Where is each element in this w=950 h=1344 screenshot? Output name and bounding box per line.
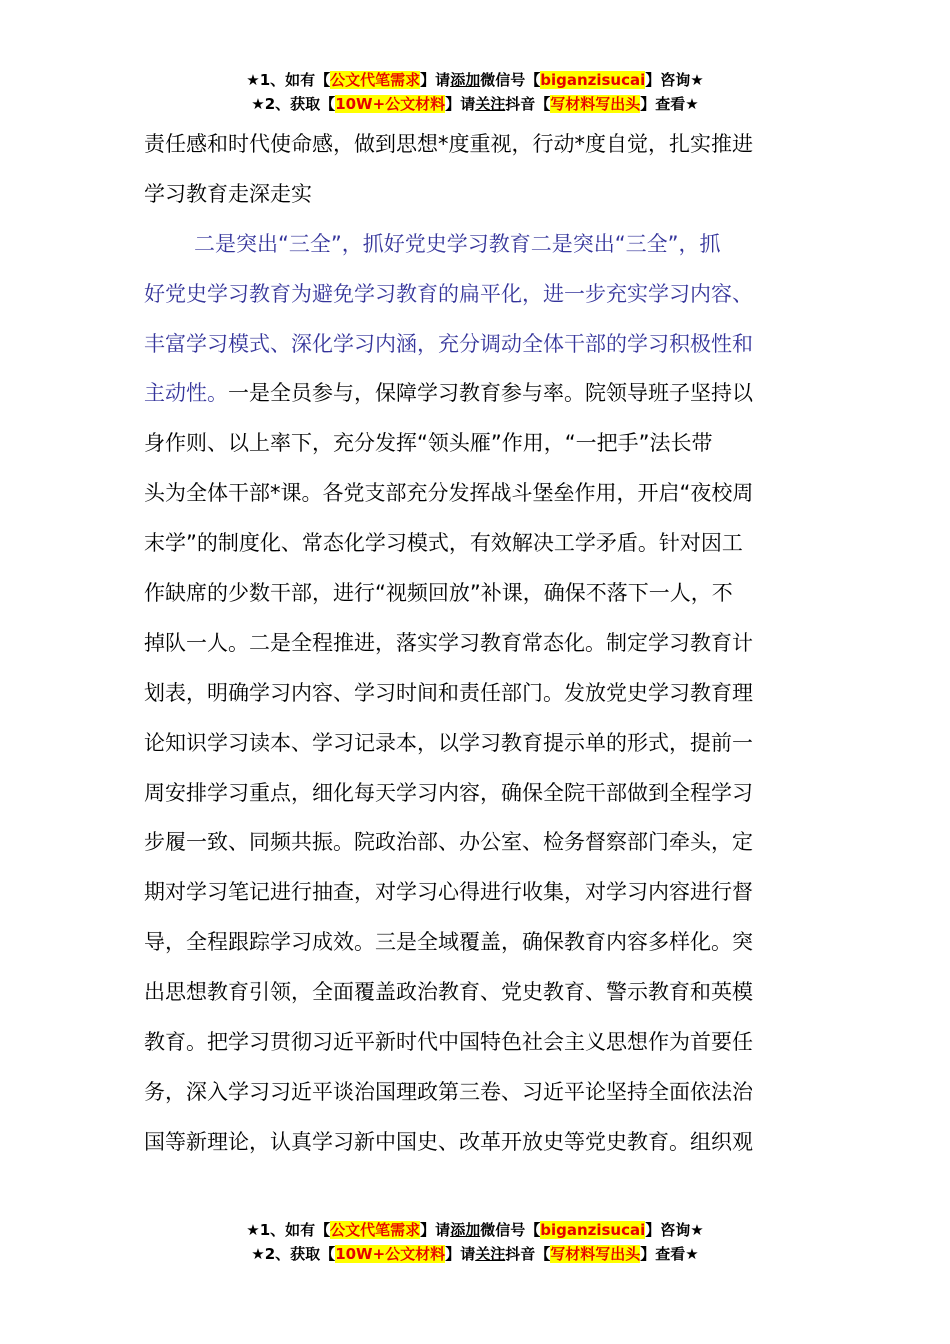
body-line: 责任感和时代使命感，做到思想*度重视，行动*度自觉，扎实推进 xyxy=(144,132,753,156)
banner-text: 】请 xyxy=(420,71,451,89)
banner-text: 】请 xyxy=(420,1221,451,1239)
body-line: 末学”的制度化、常态化学习模式，有效解决工学矛盾。针对因工 xyxy=(144,531,743,556)
highlight-douyin: 写材料写出头 xyxy=(550,95,641,113)
body-line: 身作则、以上率下，充分发挥“领头雁”作用，“一把手”法长带 xyxy=(144,431,713,456)
body-text: 一是全员参与，保障学习教育参与率。院领导班子坚持以 xyxy=(228,381,753,406)
underlined-add: 添加 xyxy=(450,1221,481,1239)
highlight-douyin: 写材料写出头 xyxy=(550,1245,641,1263)
banner-text: 】请 xyxy=(445,1245,476,1263)
banner-text: 抖音【 xyxy=(505,1245,551,1263)
underlined-add: 添加 xyxy=(450,71,481,89)
underlined-follow: 关注 xyxy=(475,1245,506,1263)
highlight-ghostwriting: 公文代笔需求 xyxy=(330,71,421,89)
body-line: 出思想教育引领，全面覆盖政治教育、党史教育、警示教育和英模 xyxy=(144,980,753,1005)
banner-text: 】查看★ xyxy=(640,95,699,113)
body-line: 作缺席的少数干部，进行“视频回放”补课，确保不落下一人，不 xyxy=(144,581,733,606)
bottom-banner xyxy=(0,1218,950,1266)
banner-text: 】请 xyxy=(445,95,476,113)
body-line: 掉队一人。二是全程推进，落实学习教育常态化。制定学习教育计 xyxy=(144,630,753,655)
banner-line-1 xyxy=(0,68,950,92)
highlight-wechat-id: biganzisucai xyxy=(540,71,646,89)
banner-text: 微信号【 xyxy=(480,1221,541,1239)
banner-text: 】咨询★ xyxy=(645,1221,704,1239)
highlight-materials: 10W+公文材料 xyxy=(335,1245,446,1263)
top-banner xyxy=(0,68,950,116)
banner-text: ★2、获取【 xyxy=(251,1245,336,1263)
banner-text: 抖音【 xyxy=(505,95,551,113)
body-line: 划表，明确学习内容、学习时间和责任部门。发放党史学习教育理 xyxy=(144,680,753,705)
body-line: 论知识学习读本、学习记录本，以学习教育提示单的形式，提前一 xyxy=(144,730,753,755)
banner-line-2 xyxy=(0,1242,950,1266)
highlight-materials: 10W+公文材料 xyxy=(335,95,446,113)
section-heading-line: 丰富学习模式、深化学习内涵，充分调动全体干部的学习积极性和 xyxy=(144,331,753,356)
body-line: 学习教育走深走实 xyxy=(144,181,312,206)
body-line: 头为全体干部*课。各党支部充分发挥战斗堡垒作用，开启“夜校周 xyxy=(144,481,754,506)
body-line: 务，深入学习习近平谈治国理政第三卷、习近平论坚持全面依法治 xyxy=(144,1079,753,1104)
banner-text: ★1、如有【 xyxy=(246,1221,331,1239)
banner-text: 】咨询★ xyxy=(645,71,704,89)
section-heading-line: 好党史学习教育为避免学习教育的扁平化，进一步充实学习内容、 xyxy=(144,281,753,306)
banner-text: 微信号【 xyxy=(480,71,541,89)
body-line: 周安排学习重点，细化每天学习内容，确保全院干部做到全程学习 xyxy=(144,780,753,805)
body-line: 国等新理论，认真学习新中国史、改革开放史等党史教育。组织观 xyxy=(144,1129,753,1154)
banner-line-1 xyxy=(0,1218,950,1242)
banner-text: 】查看★ xyxy=(640,1245,699,1263)
body-line: 步履一致、同频共振。院政治部、办公室、检务督察部门牵头，定 xyxy=(144,830,753,855)
document-body xyxy=(144,120,808,1168)
body-line: 导，全程跟踪学习成效。三是全域覆盖，确保教育内容多样化。突 xyxy=(144,930,753,955)
body-line: 教育。把学习贯彻习近平新时代中国特色社会主义思想作为首要任 xyxy=(144,1030,753,1055)
highlight-wechat-id: biganzisucai xyxy=(540,1221,646,1239)
body-line: 期对学习笔记进行抽查，对学习心得进行收集，对学习内容进行督 xyxy=(144,880,753,905)
underlined-follow: 关注 xyxy=(475,95,506,113)
banner-text: ★1、如有【 xyxy=(246,71,331,89)
section-heading-end: 主动性。 xyxy=(144,381,228,406)
banner-line-2 xyxy=(0,92,950,116)
highlight-ghostwriting: 公文代笔需求 xyxy=(330,1221,421,1239)
section-heading-line: 二是突出“三全”，抓好党史学习教育二是突出“三全”，抓 xyxy=(194,231,721,256)
banner-text: ★2、获取【 xyxy=(251,95,336,113)
body-line xyxy=(144,369,808,419)
